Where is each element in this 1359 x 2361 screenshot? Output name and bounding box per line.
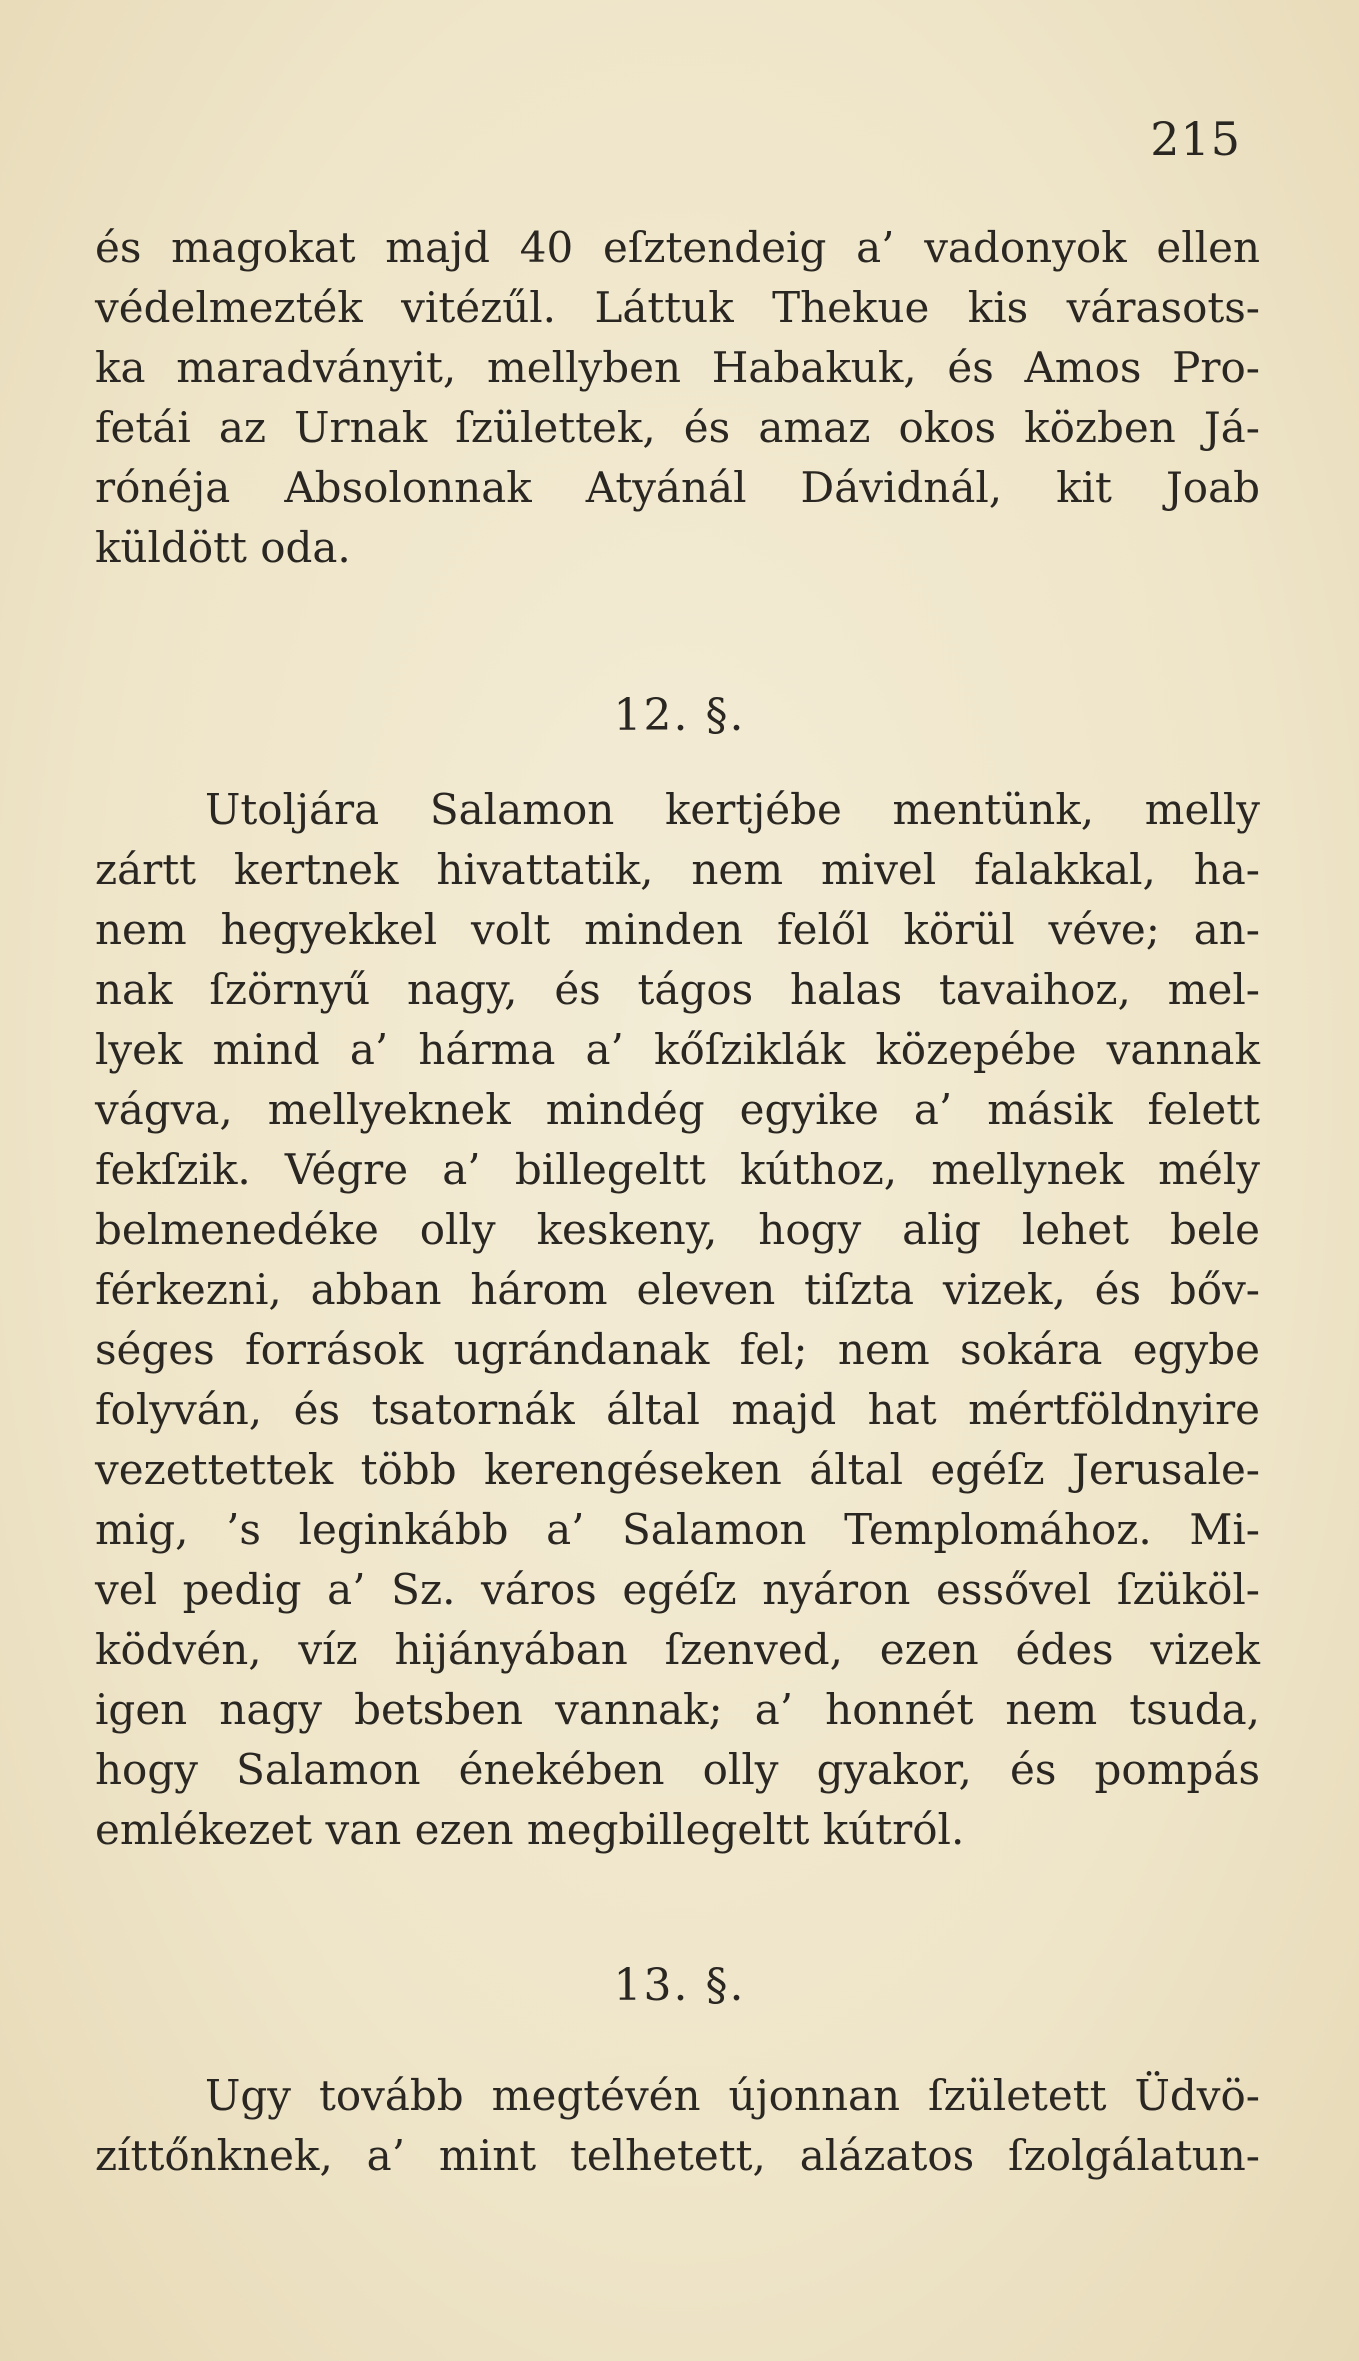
text-line: zíttőnknek, a’ mint telhetett, alázatos ſzolgálatun- [95,2131,1260,2180]
text-line: nem hegyekkel volt minden felől körül véve; an- [95,905,1260,954]
text-line: védelmezték vitézűl. Láttuk Thekue kis várasots- [95,283,1260,332]
paragraph-2 [95,780,1260,1860]
text-line: vel pedig a’ Sz. város egéſz nyáron essővel ſzüköl- [95,1565,1260,1614]
page-number: 215 [1150,112,1241,166]
text-line: rónéja Absolonnak Atyánál Dávidnál, kit Joab [95,463,1260,512]
text-line: zártt kertnek hivattatik, nem mivel falakkal, ha- [95,845,1260,894]
text-line: lyek mind a’ hárma a’ kőſziklák közepébe vannak [95,1025,1260,1074]
text-line: küldött oda. [95,523,351,572]
text-line: Ugy tovább megtévén újonnan ſzületett Üdvö- [205,2071,1260,2120]
text-line: emlékezet van ezen megbillegeltt kútról. [95,1805,965,1854]
section-heading-13: 13. §. [613,1960,746,2011]
text-line: mig, ’s leginkább a’ Salamon Templomához. Mi- [95,1505,1260,1554]
text-line: Utoljára Salamon kertjébe mentünk, melly [205,785,1260,834]
text-line: fekſzik. Végre a’ billegeltt kúthoz, mellynek mély [95,1145,1260,1194]
text-line: séges források ugrándanak fel; nem sokára egybe [95,1325,1260,1374]
text-line: igen nagy betsben vannak; a’ honnét nem tsuda, [95,1685,1260,1734]
text-line: ködvén, víz hijányában ſzenved, ezen édes vizek [95,1625,1260,1674]
section-heading-12: 12. §. [613,690,746,741]
text-line: és magokat majd 40 eſztendeig a’ vadonyok ellen [95,223,1260,272]
text-line: belmenedéke olly keskeny, hogy alig lehet bele [95,1205,1260,1254]
text-line: hogy Salamon énekében olly gyakor, és pompás [95,1745,1260,1794]
text-line: férkezni, abban három eleven tiſzta vizek, és bőv- [95,1265,1260,1314]
text-line: vágva, mellyeknek mindég egyike a’ másik felett [95,1085,1260,1134]
paragraph-1 [95,218,1260,578]
paragraph-3 [95,2066,1260,2186]
text-line: nak ſzörnyű nagy, és tágos halas tavaihoz, mel- [95,965,1260,1014]
text-line: ka maradványit, mellyben Habakuk, és Amos Pro- [95,343,1260,392]
text-line: fetái az Urnak ſzülettek, és amaz okos közben Já- [95,403,1260,452]
text-line: folyván, és tsatornák által majd hat mértföldnyire [95,1385,1260,1434]
text-line: vezettettek több kerengéseken által egéſz Jerusale- [95,1445,1260,1494]
